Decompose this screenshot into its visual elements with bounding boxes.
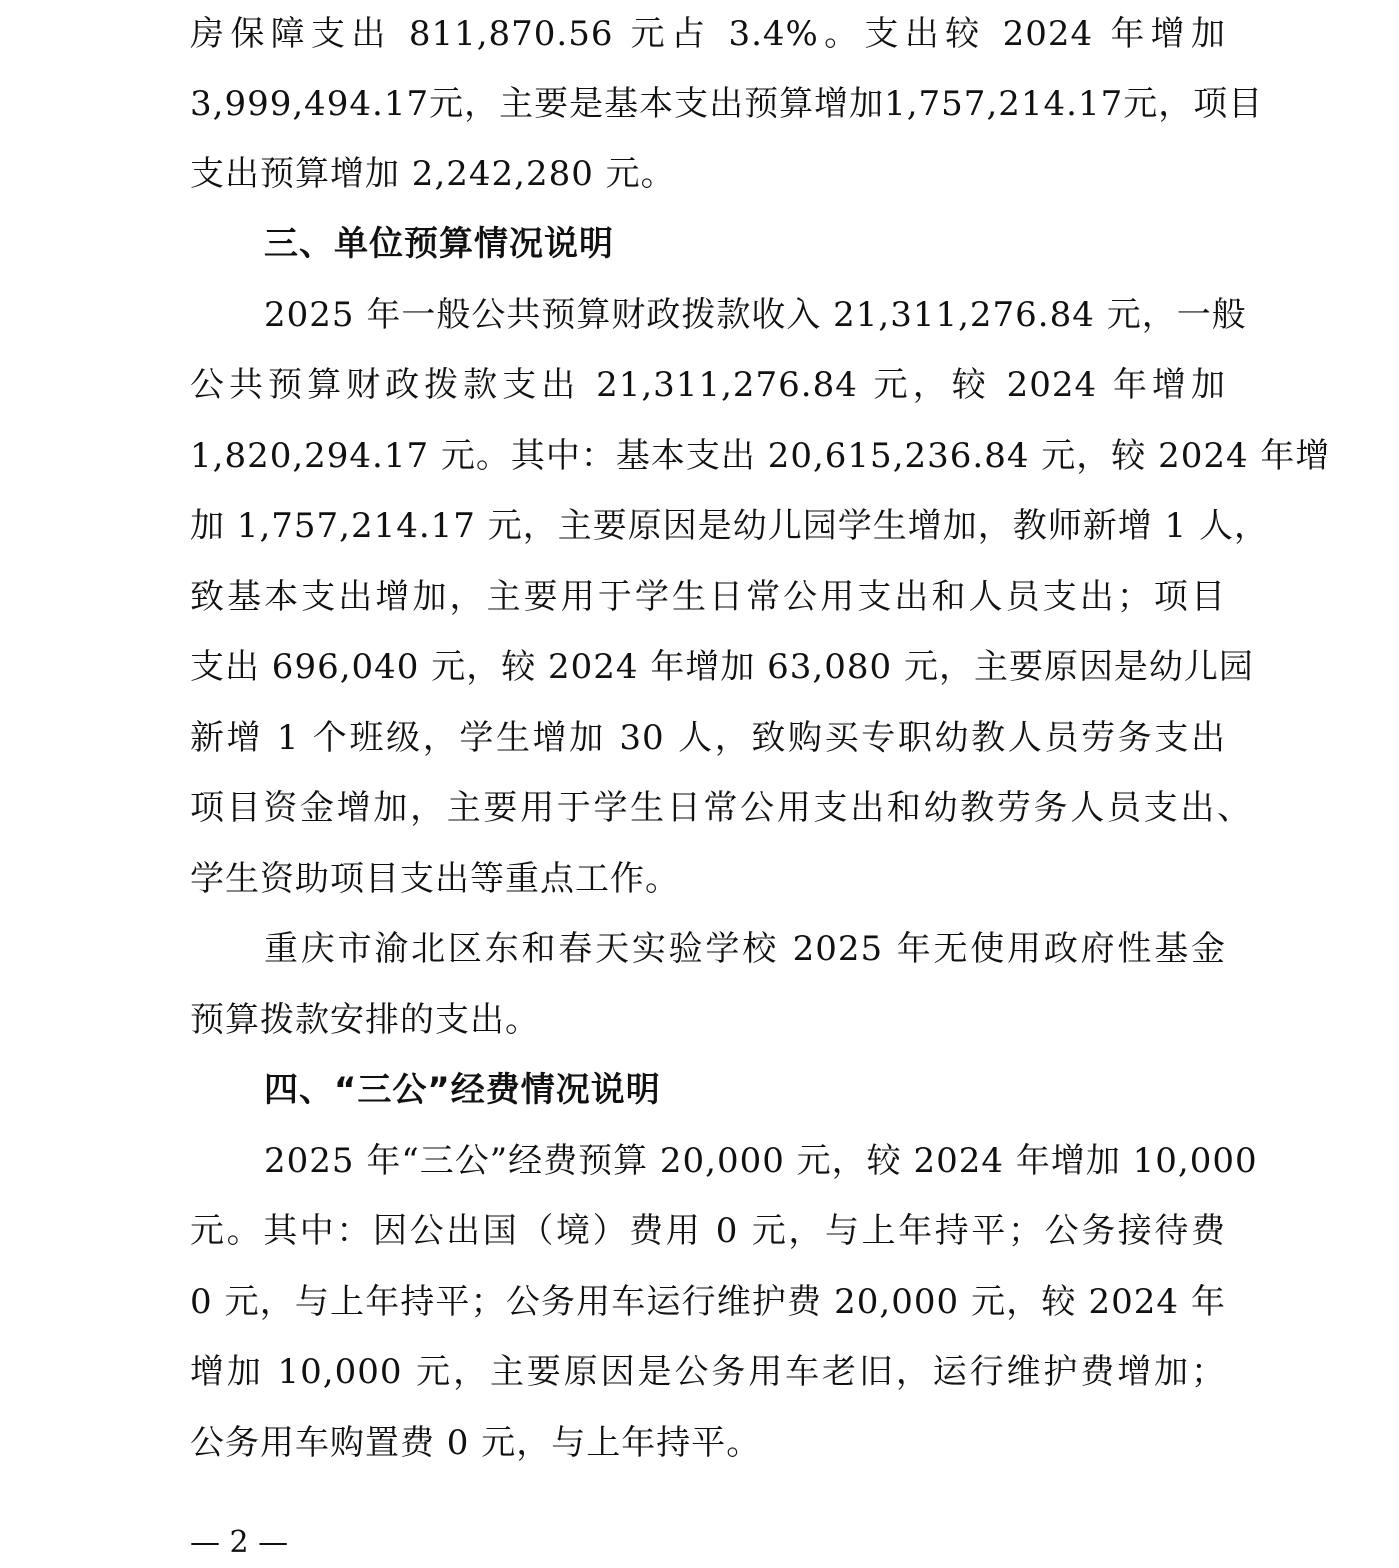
paragraph-line: 学生资助项目支出等重点工作。 xyxy=(190,859,680,899)
paragraph-line: 新增 1 个班级，学生增加 30 人，致购买专职幼教人员劳务支出 xyxy=(190,718,1226,758)
paragraph-line: 2025 年一般公共预算财政拨款收入 21,311,276.84 元，一般 xyxy=(264,295,1247,335)
paragraph-line: 支出预算增加 2,242,280 元。 xyxy=(190,154,676,194)
paragraph-line: 项目资金增加，主要用于学生日常公用支出和幼教劳务人员支出、 xyxy=(190,788,1252,828)
paragraph-line: 0 元，与上年持平；公务用车运行维护费 20,000 元，较 2024 年 xyxy=(190,1282,1226,1322)
paragraph-line: 加 1,757,214.17 元，主要原因是幼儿园学生增加，教师新增 1 人， xyxy=(190,506,1269,546)
paragraph-line: 1,820,294.17 元。其中：基本支出 20,615,236.84 元，较 2024 年增 xyxy=(190,436,1331,476)
paragraph-line: 3,999,494.17元，主要是基本支出预算增加1,757,214.17元，项目 xyxy=(190,84,1264,124)
section-heading-4: 四、“三公”经费情况说明 xyxy=(264,1070,661,1110)
paragraph-line: 预算拨款安排的支出。 xyxy=(190,1000,540,1040)
paragraph-line: 重庆市渝北区东和春天实验学校 2025 年无使用政府性基金 xyxy=(264,929,1226,969)
page-number: — 2 — xyxy=(190,1525,289,1560)
paragraph-line: 致基本支出增加，主要用于学生日常公用支出和人员支出；项目 xyxy=(190,577,1226,617)
paragraph-line: 2025 年“三公”经费预算 20,000 元，较 2024 年增加 10,000 xyxy=(264,1141,1258,1181)
paragraph-line: 增加 10,000 元，主要原因是公务用车老旧，运行维护费增加； xyxy=(190,1352,1226,1392)
paragraph-line: 公务用车购置费 0 元，与上年持平。 xyxy=(190,1423,762,1463)
paragraph-line: 支出 696,040 元，较 2024 年增加 63,080 元，主要原因是幼儿园 xyxy=(190,647,1254,687)
section-heading-3: 三、单位预算情况说明 xyxy=(264,224,614,264)
paragraph-line: 房保障支出 811,870.56 元占 3.4%。支出较 2024 年增加 xyxy=(190,14,1226,54)
paragraph-line: 公共预算财政拨款支出 21,311,276.84 元，较 2024 年增加 xyxy=(190,365,1226,405)
paragraph-line: 元。其中：因公出国（境）费用 0 元，与上年持平；公务接待费 xyxy=(190,1211,1226,1251)
